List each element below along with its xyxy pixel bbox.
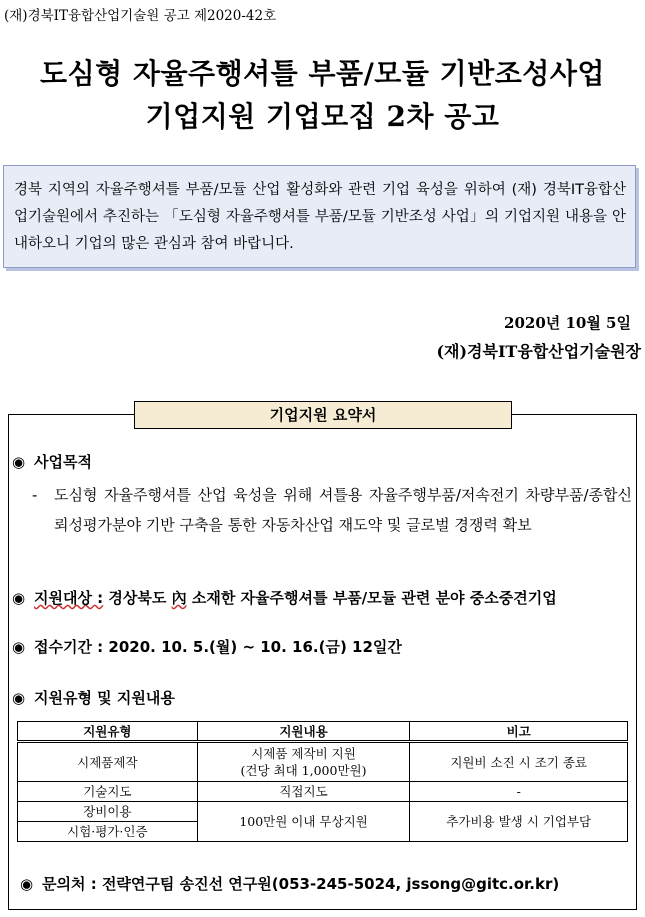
bullet-icon: ◉ (12, 638, 26, 656)
cell-note: 지원비 소진 시 조기 종료 (410, 742, 628, 782)
purpose-heading-text: 사업목적 (34, 453, 92, 471)
title-line-1: 도심형 자율주행셔틀 부품/모듈 기반조성사업 (40, 57, 605, 90)
intro-text: 경북 지역의 자율주행셔틀 부품/모듈 산업 활성화와 관련 기업 육성을 위하여 (재) 경북IT융합산업기술원에서 추진하는 「도심형 자율주행셔틀 부품/모듈 기반조성 사업」의 기업지원 내용을 안내하오니 기업의 많은 관심과 참여 바랍니다. (14, 182, 626, 252)
intro-box (3, 165, 636, 268)
support-heading-text: 지원유형 및 지원내용 (34, 689, 175, 707)
table-row (18, 742, 628, 782)
table-header-row (18, 722, 628, 742)
summary-title: 기업지원 요약서 (134, 401, 512, 429)
cell-type: 시험·평가·인증 (18, 822, 198, 842)
bullet-icon: ◉ (12, 453, 26, 471)
cell-type: 장비이용 (18, 802, 198, 822)
target-line (12, 587, 557, 608)
col-header-note: 비고 (410, 722, 628, 742)
cell-content (197, 742, 410, 782)
cell-type: 기술지도 (18, 782, 198, 802)
target-value-post: 소재한 자율주행셔틀 부품/모듈 관련 분야 중소중견기업 (186, 589, 557, 607)
contact-label: 문의처 : (42, 875, 97, 893)
title-line-2: 기업지원 기업모집 2차 공고 (145, 100, 500, 133)
period-line (12, 636, 402, 657)
cell-note: 추가비용 발생 시 기업부담 (410, 802, 628, 842)
target-value (108, 589, 556, 607)
cell-note: - (410, 782, 628, 802)
dash-marker: - (32, 486, 38, 504)
bullet-icon: ◉ (12, 689, 26, 707)
cell-content: 100만원 이내 무상지원 (197, 802, 410, 842)
contact-value: 전략연구팀 송진선 연구원(053-245-5024, jssong@gitc.or.kr) (101, 875, 560, 893)
support-table (17, 721, 628, 842)
purpose-heading (12, 451, 92, 472)
cell-type: 시제품제작 (18, 742, 198, 782)
col-header-content: 지원내용 (197, 722, 410, 742)
target-value-pre: 경상북도 (108, 589, 172, 607)
target-label: 지원대상 : (34, 589, 104, 607)
target-value-em: 內 (171, 589, 187, 607)
notice-number: (재)경북IT융합산업기술원 공고 제2020-42호 (4, 8, 277, 24)
purpose-description (32, 480, 632, 540)
page-title (0, 52, 645, 138)
issuer: (재)경북IT융합산업기술원장 (436, 342, 641, 361)
contact-line (20, 873, 559, 894)
period-label: 접수기간 : (34, 638, 104, 656)
period-value: 2020. 10. 5.(월) ~ 10. 16.(금) 12일간 (108, 638, 402, 656)
support-heading (12, 687, 175, 708)
purpose-text: 도심형 자율주행셔틀 산업 육성을 위해 셔틀용 자율주행부품/저속전기 차량부품/종합신뢰성평가분야 기반 구축을 통한 자동차산업 재도약 및 글로벌 경쟁력 확보 (54, 486, 632, 534)
cell-content-line-2: (건당 최대 1,000만원) (240, 763, 367, 778)
cell-content-line-1: 시제품 제작비 지원 (251, 746, 356, 761)
issue-date: 2020년 10월 5일 (504, 314, 631, 332)
bullet-icon: ◉ (12, 589, 26, 607)
table-row (18, 782, 628, 802)
cell-content: 직접지도 (197, 782, 410, 802)
col-header-type: 지원유형 (18, 722, 198, 742)
bullet-icon: ◉ (20, 875, 34, 893)
table-row (18, 802, 628, 822)
